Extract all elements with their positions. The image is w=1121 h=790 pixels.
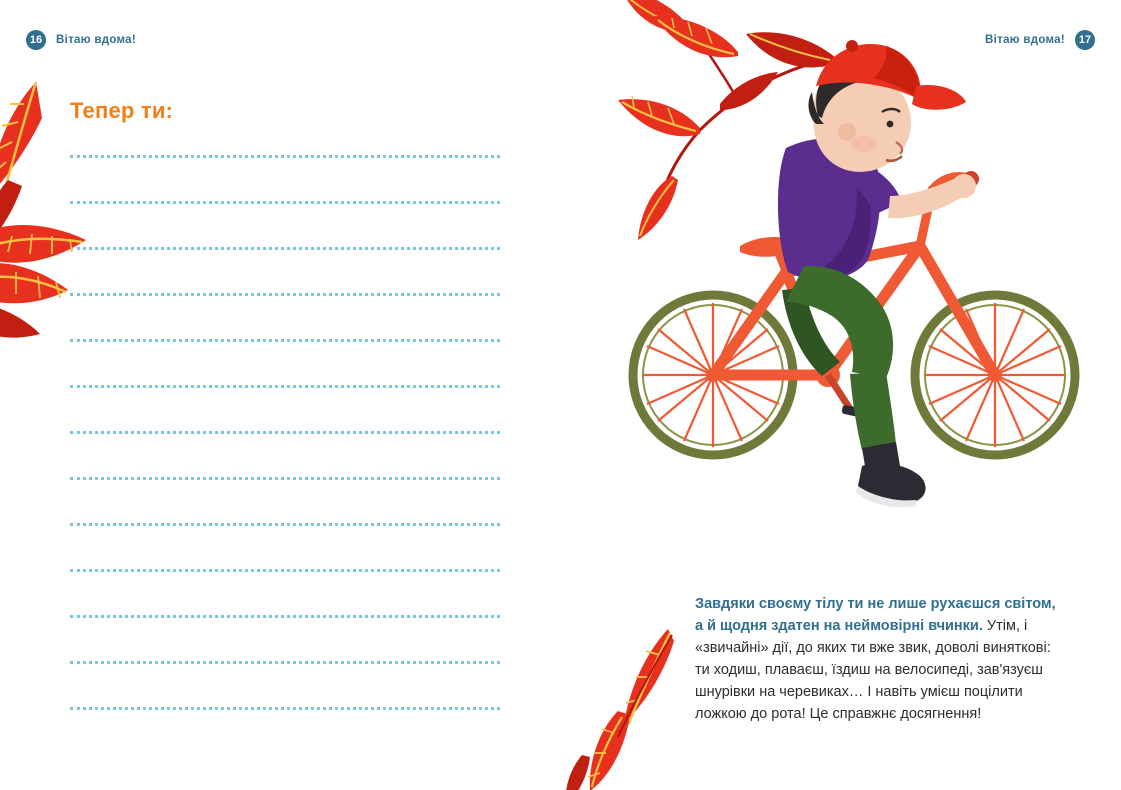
paragraph-rest: Утім, і «звичайні» дії, до яких ти вже звик, доволі виняткові: ти ходиш, плаваєш, їздиш на велосипеді, зав'язуєш шнурівки на черевиках… І навіть умієш поцілити ложкою до рота! Це справжнє досягнення!	[695, 617, 1051, 722]
writing-line[interactable]	[70, 201, 500, 204]
writing-line[interactable]	[70, 569, 500, 572]
running-head-left	[26, 30, 136, 50]
writing-line[interactable]	[70, 431, 500, 434]
writing-line[interactable]	[70, 523, 500, 526]
page-number-left: 16	[26, 30, 46, 50]
writing-line[interactable]	[70, 385, 500, 388]
body-paragraph	[695, 593, 1065, 725]
writing-line[interactable]	[70, 615, 500, 618]
writing-line[interactable]	[70, 155, 500, 158]
running-title-left: Вітаю вдома!	[56, 34, 136, 46]
writing-line[interactable]	[70, 707, 500, 710]
page-title: Тепер ти:	[70, 98, 174, 123]
writing-line[interactable]	[70, 247, 500, 250]
writing-lines	[70, 155, 500, 753]
writing-line[interactable]	[70, 477, 500, 480]
writing-line[interactable]	[70, 339, 500, 342]
boy-riding-bicycle-illustration	[590, 20, 1110, 580]
left-page	[0, 0, 560, 790]
page-number-right: 17	[1075, 30, 1095, 50]
paragraph-lead: Завдяки своєму тілу ти не лише рухаєшся світом, а й щодня здатен на неймовірні вчинки.	[695, 595, 1056, 634]
writing-line[interactable]	[70, 661, 500, 664]
writing-line[interactable]	[70, 293, 500, 296]
running-title-right: Вітаю вдома!	[985, 34, 1065, 46]
